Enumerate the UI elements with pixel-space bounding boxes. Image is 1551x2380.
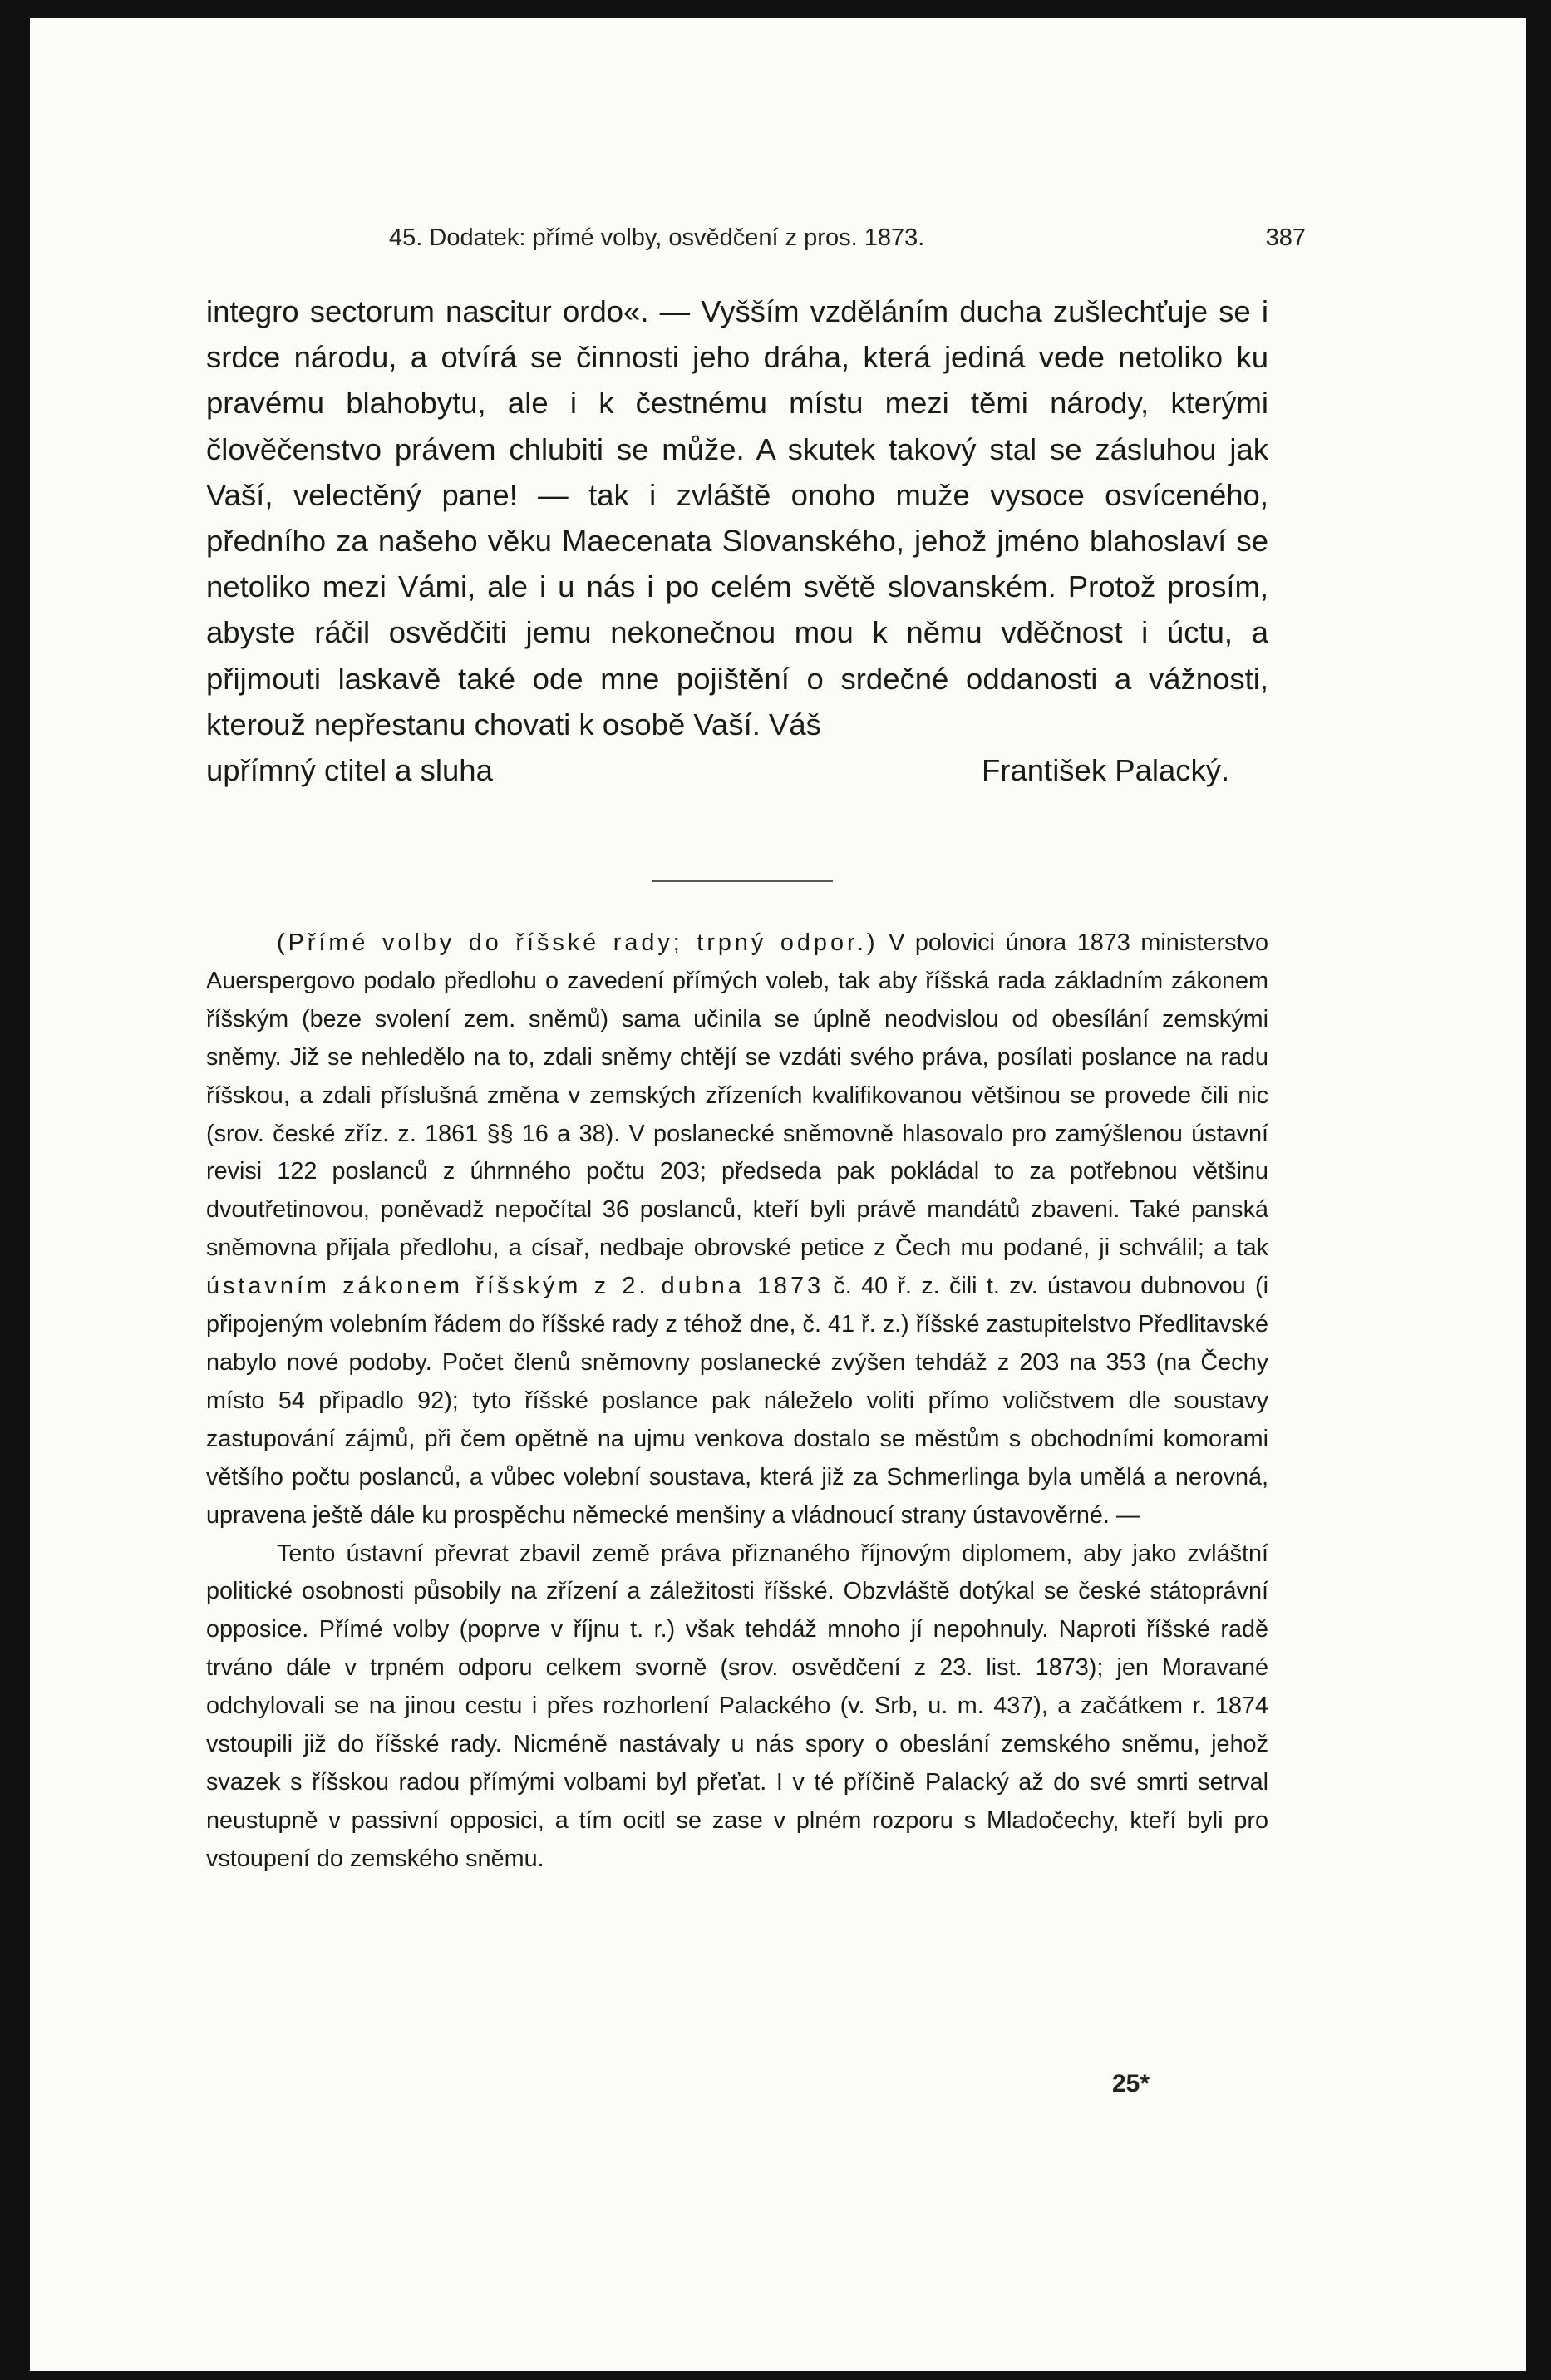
page-number: 387 [1265,224,1306,251]
running-title: 45. Dodatek: přímé volby, osvědčení z pros. 1873. [389,224,925,251]
printer-signature-mark: 25* [1112,2070,1150,2097]
note-paragraph: Tento ústavní převrat zbavil země práva přiznaného říjnovým diplomem, aby jako zvláštní politické osobnosti působily na zřízení a záležitosti říšské. Obzvláště dotýkal se české státoprávní opposice. Přímé volby (poprve v říjnu t. r.) však tehdáž mnoho jí nepohnuly. Naproti říšské radě trváno dále v trpném odporu celkem svorně (srov. osvědčení z 23. list. 1873); jen Moravané odchylovali se na jinou cestu i přes rozhorlení Palackého (v. Srb, u. m. 437), a začátkem r. 1874 vstoupili již do říšské rady. Nicméně nastávaly u nás spory o obeslání zemského sněmu, jehož svazek s říšskou radou přímými volbami byl přeťat. I v té příčině Palacký až do své smrti setrval neustupně v passivní opposici, a tím ocitl se zase v plném rozporu s Mladočechy, kteří byli pro vstoupení do zemského sněmu. [206,1540,1268,1872]
note-text: V polovici února 1873 ministerstvo Auerspergovo podalo předlohu o zavedení přímých voleb, tak aby říšská rada základním zákonem říšským (beze svolení zem. sněmů) sama učinila se úplně neodvislou od obesílání zemskými sněmy. Již se nehledělo na to, zdali sněmy chtějí se vzdáti svého práva, posílati poslance na radu říšskou, a zdali příslušná změna v zemských zřízeních kvalifikovanou většinou se provede čili nic (srov. české zříz. z. 1861 §§ 16 a 38). V poslanecké sněmovně hlasovalo pro zamýšlenou ústavní revisi 122 poslanců z úhrnného počtu 203; předseda pak pokládal to za potřebnou většinu dvoutřetinovou, poněvadž nepočítal 36 poslanců, kteří byli právě mandátů zbaveni. Také panská sněmovna přijala předlohu, a císař, nedbaje obrovské petice z Čech mu podané, ji schválil; a tak [206,929,1268,1262]
signature-line [206,747,1268,793]
note-paragraph [206,924,1268,1535]
note-heading: (Přímé volby do říšské rady; trpný odpor.) [277,929,879,956]
book-page [30,18,1526,2371]
closing-formula: upřímný ctitel a sluha [206,753,493,788]
letter-paragraph: integro sectorum nascitur ordo«. — Vyšším vzděláním ducha zušlechťuje se i srdce národu, a otvírá se činnosti jeho dráha, která jediná vede netoliko ku pravému blahobytu, ale i k čestnému místu mezi těmi národy, kterými člověčenstvo právem chlubiti se může. A skutek takový stal se zásluhou jak Vaší, velectěný pane! — tak i zvláště onoho muže vysoce osvíceného, předního za našeho věku Maecenata Slovanského, jehož jméno blahoslaví se netoliko mezi Vámi, ale i u nás i po celém světě slovanském. Protož prosím, abyste ráčil osvědčiti jemu nekonečnou mou k němu vděčnost i úctu, a přijmouti laskavě také ode mne pojištění o srdečné oddanosti a vážnosti, kterouž nepřestanu chovati k osobě Vaší. Váš [206,294,1268,742]
signature-name: František Palacký. [982,753,1230,788]
law-reference: ústavním zákonem říšským z 2. dubna 1873 [206,1273,825,1300]
letter-text [206,288,1268,793]
section-divider [652,880,833,882]
editorial-note [206,924,1268,1879]
note-text: č. 40 ř. z. čili t. zv. ústavou dubnovou (i připojeným volebním řádem do říšské rady z téhož dne, č. 41 ř. z.) říšské zastupitelstvo Předlitavské nabylo nové podoby. Počet členů sněmovny poslanecké zvýšen tehdáž z 203 na 353 (na Čechy místo 54 připadlo 92); tyto říšské poslance pak náleželo voliti přímo voličstvem dle soustavy zastupování zájmů, při čem opětně na ujmu venkova dostalo se městům s obchodními komorami většího počtu poslanců, a vůbec volební soustava, která již za Schmerlinga byla umělá a nerovná, upravena ještě dále ku prospěchu německé menšiny a vládnoucí strany ústavověrné. — [206,1273,1268,1529]
